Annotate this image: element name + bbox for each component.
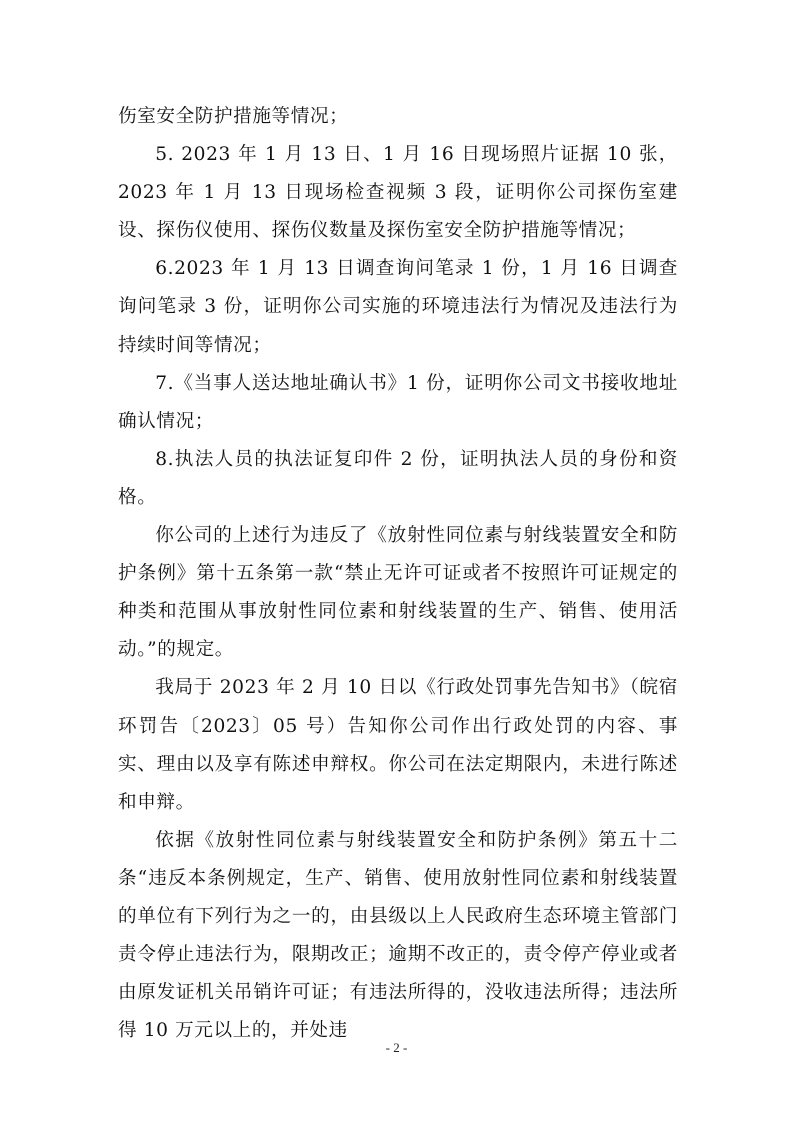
notice-paragraph: 我局于 2023 年 2 月 10 日以《行政处罚事先告知书》（皖宿环罚告〔2023〕05 号）告知你公司作出行政处罚的内容、事实、理由以及享有陈述申辩权。你公司在法定期限内，未进行陈述和申辩。 [118, 677, 678, 813]
violation-paragraph: 你公司的上述行为违反了《放射性同位素与射线装置安全和防护条例》第十五条第一款“禁止无许可证或者不按照许可证规定的种类和范围从事放射性同位素和射线装置的生产、销售、使用活动。”的规定。 [118, 525, 678, 661]
document-body [118, 98, 678, 1050]
evidence-item-7: 7.《当事人送达地址确认书》1 份，证明你公司文书接收地址确认情况； [118, 372, 678, 432]
legal-basis-paragraph: 依据《放射性同位素与射线装置安全和防护条例》第五十二条“违反本条例规定，生产、销售、使用放射性同位素和射线装置的单位有下列行为之一的，由县级以上人民政府生态环境主管部门责令停止违法行为，限期改正；逾期不改正的，责令停产停业或者由原发证机关吊销许可证；有违法所得的，没收违法所得；违法所得 10 万元以上的，并处违 [118, 829, 678, 1042]
paragraph-continuation: 伤室安全防护措施等情况； [118, 106, 349, 127]
evidence-item-5: 5. 2023 年 1 月 13 日、1 月 16 日现场照片证据 10 张，2023 年 1 月 13 日现场检查视频 3 段，证明你公司探伤室建设、探伤仪使用、探伤仪数量及探伤室安全防护措施等情况； [118, 144, 678, 242]
evidence-item-6: 6.2023 年 1 月 13 日调查询问笔录 1 份，1 月 16 日调查询问笔录 3 份，证明你公司实施的环境违法行为情况及违法行为持续时间等情况； [118, 258, 678, 356]
page-number: - 2 - [385, 1040, 408, 1055]
evidence-item-8: 8.执法人员的执法证复印件 2 份，证明执法人员的身份和资格。 [118, 448, 678, 508]
